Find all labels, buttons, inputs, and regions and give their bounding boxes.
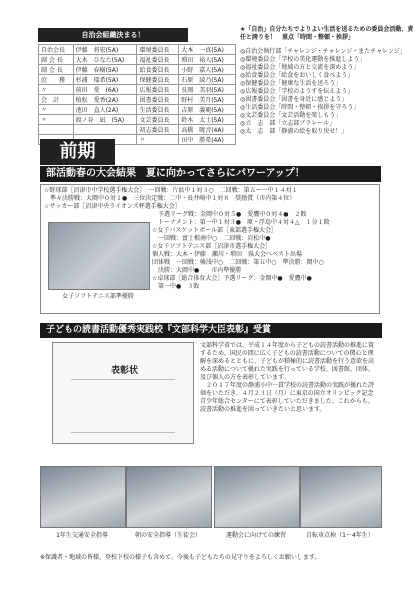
committee-item: ◎環境委員会「学校の美化運動を推進しよう」 bbox=[240, 56, 366, 63]
result-line: ☆野球部［沼津市中学校選手権大会］ 一回戦：片浜中１対３○ 二回戦：第五ー一中１４対１ bbox=[44, 187, 298, 194]
roster-cell: 生活委員長 bbox=[137, 105, 179, 115]
result-line: トーナメント：第一中１対３● 原・浮島中４対４△ １分１敗 bbox=[152, 219, 330, 226]
certificate-image bbox=[52, 342, 194, 444]
motto-text: ★「自治」自分たちでよりよい生活を送るための委員会活動、責任と誇りを！ 重点「時間・整頓・挨拶」 bbox=[240, 26, 414, 41]
footer-note: ※保護者・地域の皆様、登校下校の様子も含めて、今後も子どもたちの見守りをよろしくお願いします。 bbox=[40, 554, 321, 561]
committee-item: ◎福祉委員会「地域の方と交流を深めよう」 bbox=[240, 64, 360, 71]
roster-row bbox=[39, 55, 236, 65]
tennis-team-photo bbox=[48, 222, 150, 290]
result-line: ☆サッカー部［沼津中央ライオンズ杯選手権大会］ bbox=[44, 203, 181, 210]
roster-table bbox=[38, 44, 236, 145]
roster-cell bbox=[73, 125, 137, 135]
bottom-caption-1: 1年生交通安全指導 bbox=[56, 532, 108, 539]
roster-cell: 〃 bbox=[39, 85, 74, 95]
committee-item: ◎図書委員会「図書を身近に感じよう」 bbox=[240, 96, 348, 103]
committee-list bbox=[240, 48, 415, 136]
roster-cell: 会 計 bbox=[39, 95, 74, 105]
roster-cell: 保健委員長 bbox=[137, 75, 179, 85]
roster-cell: 伊藤 春樹(5A) bbox=[73, 65, 137, 75]
committee-item: ◎太 志 部「静浦の絵を取り戻せ！」 bbox=[240, 128, 348, 135]
result-line: 団体戦 一回戦：帳浅中○ 二回戦：第五中○ 準決勝：岡中○ bbox=[152, 259, 324, 266]
roster-cell: 文芸委員長 bbox=[137, 115, 179, 125]
roster-cell: 鈴木 太士(5A) bbox=[179, 115, 236, 125]
roster-cell: 大木 ひなた(5A) bbox=[73, 55, 137, 65]
roster-cell: 野村 美月(5A) bbox=[179, 95, 236, 105]
roster-cell: 増田 裕人(5A) bbox=[179, 55, 236, 65]
roster-cell: 初志委員長 bbox=[137, 125, 179, 135]
result-line: ☆女子バスケットボール部［東部選手権大会］ bbox=[152, 227, 277, 234]
bottom-caption-4: 自転車点検（1〜4年生） bbox=[306, 532, 374, 539]
award-body: 文部科学省では、平成１４年度から子どもの読書活動の推進に資するため、国民の間に広く子どもの読書活動についての関心と理解を深めるとともに、子どもが積極的に読書活動を行う意欲を高める活動について優れた実践を行っている学校、図書館、団体、及び個人の方を表彰しています。 ２０１７年度の静浦小中一貫学校の読書活動の実践が優れた評価をいただき、４月２３日（月）に東京の国立オリンピック記念青少年総合センターにて表彰していただきました。これからも、読書活動の推進を図っていきたいと思います。 bbox=[200, 342, 375, 413]
roster-cell: 福祉委員長 bbox=[137, 55, 179, 65]
roster-cell: 図書委員長 bbox=[137, 95, 179, 105]
roster-cell: 田中 勝希(4A) bbox=[179, 135, 236, 145]
roster-cell: 植松 愛香(2A) bbox=[73, 95, 137, 105]
roster-cell: 小野 嘉人(5A) bbox=[179, 65, 236, 75]
roster-cell: 長岡 美羽(5A) bbox=[179, 85, 236, 95]
result-line: 個人戦：大木・伊藤 瀬川・増田 県大会へベスト出場 bbox=[152, 251, 303, 258]
certificate-lines bbox=[71, 379, 175, 433]
roster-row bbox=[39, 95, 236, 105]
roster-row bbox=[39, 85, 236, 95]
roster-row bbox=[39, 105, 236, 115]
roster-cell: 自治会長 bbox=[39, 45, 74, 55]
bottom-caption-2: 朝の安全指導（生徒会） bbox=[134, 532, 201, 539]
result-line: ☆卓球部［総合体育大会］予選リーグ：金岡中● 愛鷹中● bbox=[152, 275, 312, 282]
committee-item: ◎生活委員会「時間・整頓・挨拶を守ろう」 bbox=[240, 104, 360, 111]
committee-item: ◎立 志 部「立志部ブラレール」 bbox=[240, 120, 336, 127]
bottom-photo-1 bbox=[40, 466, 126, 528]
roster-cell bbox=[39, 125, 74, 135]
award-banner: 子どもの読書活動優秀実践校『文部科学大臣表彰』受賞 bbox=[40, 323, 382, 338]
roster-row bbox=[39, 115, 236, 125]
roster-cell: 前田 愛 (6A) bbox=[73, 85, 137, 95]
roster-row bbox=[39, 125, 236, 135]
result-line: 準々決勝戦：大岡中０対１● 三位決定戦：二中・長井崎中１対８ 奨励賞（市内第４位） bbox=[44, 195, 296, 202]
roster-cell: 環境委員長 bbox=[137, 45, 179, 55]
certificate-title: 表彰状 bbox=[111, 366, 139, 376]
committee-item: ◎自治会執行部「チャレンジ・チャレンジ・またチャレンジ」 bbox=[240, 48, 406, 55]
roster-cell: 大本 一真(5A) bbox=[179, 45, 236, 55]
result-line: 第一中● ３敗 bbox=[152, 283, 200, 290]
roster-cell: 伊藤 将宏(5A) bbox=[73, 45, 137, 55]
tennis-photo-caption: 女子ソフトテニス部準優勝 bbox=[62, 293, 134, 300]
club-results-banner: 部活動春の大会結果 夏に向かってさらにパワーアップ！ bbox=[40, 166, 381, 182]
roster-cell: 副 会 長 bbox=[39, 55, 74, 65]
bottom-caption-3: 運動会に向けての練習 bbox=[225, 532, 286, 539]
roster-row bbox=[39, 45, 236, 55]
roster-cell: 副 会 長 bbox=[39, 65, 74, 75]
result-line: ☆女子ソフトテニス部［沼津市選手権大会］ bbox=[152, 243, 272, 250]
roster-cell: 〃 bbox=[39, 115, 74, 125]
bottom-photo-2 bbox=[126, 466, 212, 528]
committee-item: ◎文芸委員会「文芸活動を楽しもう」 bbox=[240, 112, 342, 119]
roster-row bbox=[39, 65, 236, 75]
roster-cell: 杉浦 瑞希(5A) bbox=[73, 75, 137, 85]
roster-cell: 渡ノ谷 凪 (5A) bbox=[73, 115, 137, 125]
roster-cell: 庶 務 bbox=[39, 75, 74, 85]
result-line: 予選リーグ戦：金岡中０対５● 愛鷹中０対４● ２敗 bbox=[152, 211, 307, 218]
roster-cell: 高橋 暁音(4A) bbox=[179, 125, 236, 135]
term-heading: 前期 bbox=[40, 139, 115, 165]
committee-item: ◎給食委員会「給食をおいしく食べよう」 bbox=[240, 72, 354, 79]
roster-cell: 吉原 義範(5A) bbox=[179, 105, 236, 115]
bottom-photo-3 bbox=[214, 466, 300, 528]
roster-cell: 給食委員長 bbox=[137, 65, 179, 75]
result-line: 決勝：大岡中● 市内準優勝 bbox=[152, 267, 242, 274]
roster-cell: 〃 bbox=[137, 135, 179, 145]
roster-cell: 広報委員長 bbox=[137, 85, 179, 95]
roster-cell: 〃 bbox=[39, 105, 74, 115]
roster-cell: 石原 綾乃(5A) bbox=[179, 75, 236, 85]
bottom-photo-4 bbox=[300, 466, 382, 528]
result-line: 一回戦：富士根南中○ 二回戦：岩松中● bbox=[152, 235, 271, 242]
committee-item: ◎保健委員会「健康な生活を送ろう」 bbox=[240, 80, 342, 87]
committee-item: ◎広報委員会「学校のようすを伝えよう」 bbox=[240, 88, 354, 95]
council-banner: 自治会組織決まる！ bbox=[38, 28, 188, 42]
roster-cell: 池田 直人(2A) bbox=[73, 105, 137, 115]
roster-row bbox=[39, 75, 236, 85]
